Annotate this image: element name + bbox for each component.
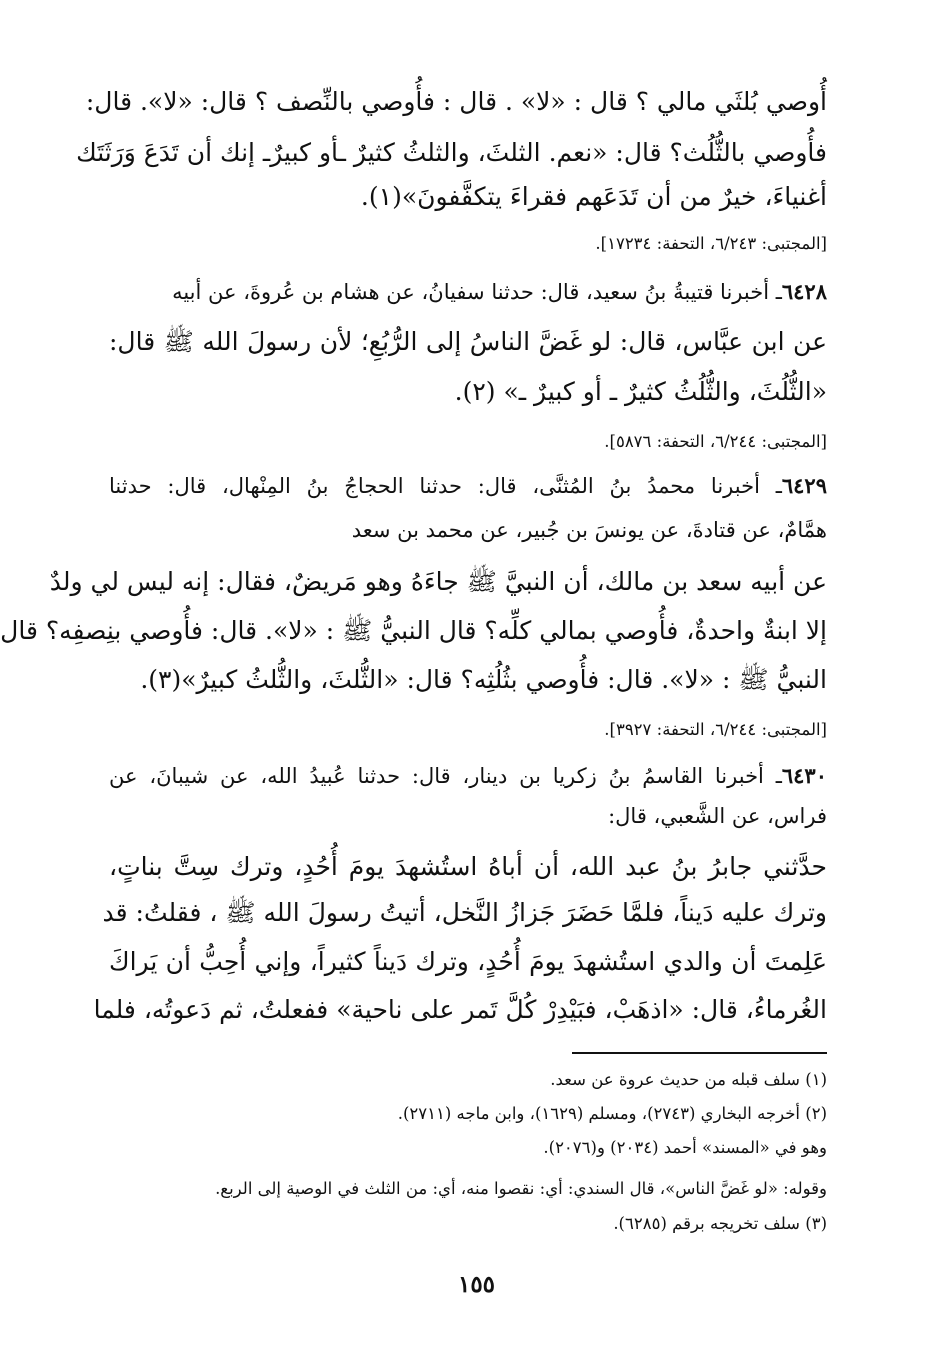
hadith-chain-line: فراس، عن الشَّعبي، قال: — [608, 804, 827, 828]
hadith-chain-text: ـ أخبرنا قتيبةُ بنُ سعيد، قال: حدثنا سفيانُ، عن هشام بن عُروةَ، عن أبيه — [172, 280, 782, 304]
text-line: أُوصي بُلثَي مالي ؟ قال : «لا» . قال : فأُوصي بالنِّصف ؟ قال: «لا». قال: — [85, 87, 827, 116]
hadith-chain-text: ـ أخبرنا محمدُ بنُ المُثنَّى، قال: حدثنا الحجاجُ بنُ المِنْهال، قال: حدثنا — [109, 474, 782, 498]
text-line: الغُرماءُ، قال: «اذهَبْ، فبَيْدِرْ كُلَّ تَمر على ناحية» ففعلتُ، ثم دَعوتُه، فلما — [93, 995, 827, 1024]
hadith-number: ٦٤٢٨ — [781, 279, 827, 304]
footnote: (١) سلف قبله من حديث عروة عن سعد. — [550, 1070, 827, 1089]
reference-note: [المجتبى: ٦/٢٤٣، التحفة: ١٧٢٣٤]. — [595, 234, 827, 253]
text-line: حدَّثني جابرُ بنُ عبد الله، أن أباهُ استُشهدَ يومَ أُحُدٍ، وترك سِتَّ بناتٍ، — [109, 852, 827, 881]
hadith-number: ٦٤٣٠ — [781, 763, 827, 788]
footnote: وقوله: «لو غَضَّ الناس»، قال السندي: أي: نقصوا منه، أي: من الثلث في الوصية إلى الربع. — [215, 1179, 827, 1198]
text-line: «الثُّلُثَ، والثُّلُثُ كثيرٌ ـ أو كبيرٌ ـ» (٢). — [454, 377, 827, 406]
footnote: (٢) أخرجه البخاري (٢٧٤٣)، ومسلم (١٦٢٩)، وابن ماجه (٢٧١١). — [397, 1104, 827, 1123]
hadith-chain-line — [109, 760, 827, 792]
page-number: ١٥٥ — [457, 1271, 496, 1298]
hadith-chain-line — [109, 276, 827, 308]
hadith-chain-line: همَّامٌ، عن قتادةَ، عن يونسَ بن جُبير، عن محمد بن سعد — [351, 518, 827, 542]
hadith-chain-line — [109, 470, 827, 502]
footnote-divider — [572, 1052, 827, 1054]
text-line: عن ابن عبَّاس، قال: لو غَضَّ الناسُ إلى الرُّبُعِ؛ لأن رسولَ الله ﷺ قال: — [109, 327, 827, 356]
reference-note: [المجتبى: ٦/٢٤٤، التحفة: ٣٩٢٧]. — [604, 720, 827, 739]
text-line: النبيُّ ﷺ : «لا». قال: فأُوصي بثُلُثِه؟ قال: «الثُّلثَ، والثُّلثُ كبيرٌ»(٣). — [140, 665, 827, 694]
text-line: إلا ابنةٌ واحدةٌ، فأُوصي بمالي كلِّه؟ قال النبيُّ ﷺ : «لا». قال: فأُوصي بنِصفِه؟ قال — [0, 616, 827, 645]
reference-note: [المجتبى: ٦/٢٤٤، التحفة: ٥٨٧٦]. — [604, 432, 827, 451]
text-line: عن أبيه سعد بن مالك، أن النبيَّ ﷺ جاءَهُ وهو مَريضٌ، فقال: إنه ليس لي ولدٌ — [49, 567, 827, 596]
hadith-number: ٦٤٢٩ — [781, 473, 827, 498]
footnote: وهو في «المسند» أحمد (٢٠٣٤) و(٢٠٧٦). — [543, 1138, 827, 1157]
hadith-chain-text: ـ أخبرنا القاسمُ بنُ زكريا بن دينار، قال: حدثنا عُبيدُ الله، عن شيبانَ، عن — [109, 764, 782, 788]
footnote: (٣) سلف تخريجه برقم (٦٢٨٥). — [613, 1214, 827, 1233]
text-line: عَلِمتَ أن والدي استُشهدَ يومَ أُحُدٍ، وترك دَيناً كثيراً، وإني أُحِبُّ أن يَراكَ — [109, 947, 827, 976]
text-line: أغنياءَ، خيرٌ من أن تَدَعَهم فقراءَ يتكفَّفونَ»(١). — [360, 182, 827, 211]
text-line: فأُوصي بالثُّلُث؟ قال: «نعم. الثلثَ، والثلثُ كثيرٌ ـأو كبيرٌـ إنك أن تَدَعَ وَرَثَتَك — [76, 138, 827, 167]
text-line: وترك عليه دَيناً، فلمَّا حَضَرَ جَزازُ النَّخل، أتيتُ رسولَ الله ﷺ ، فقلتُ: قد — [102, 898, 827, 927]
